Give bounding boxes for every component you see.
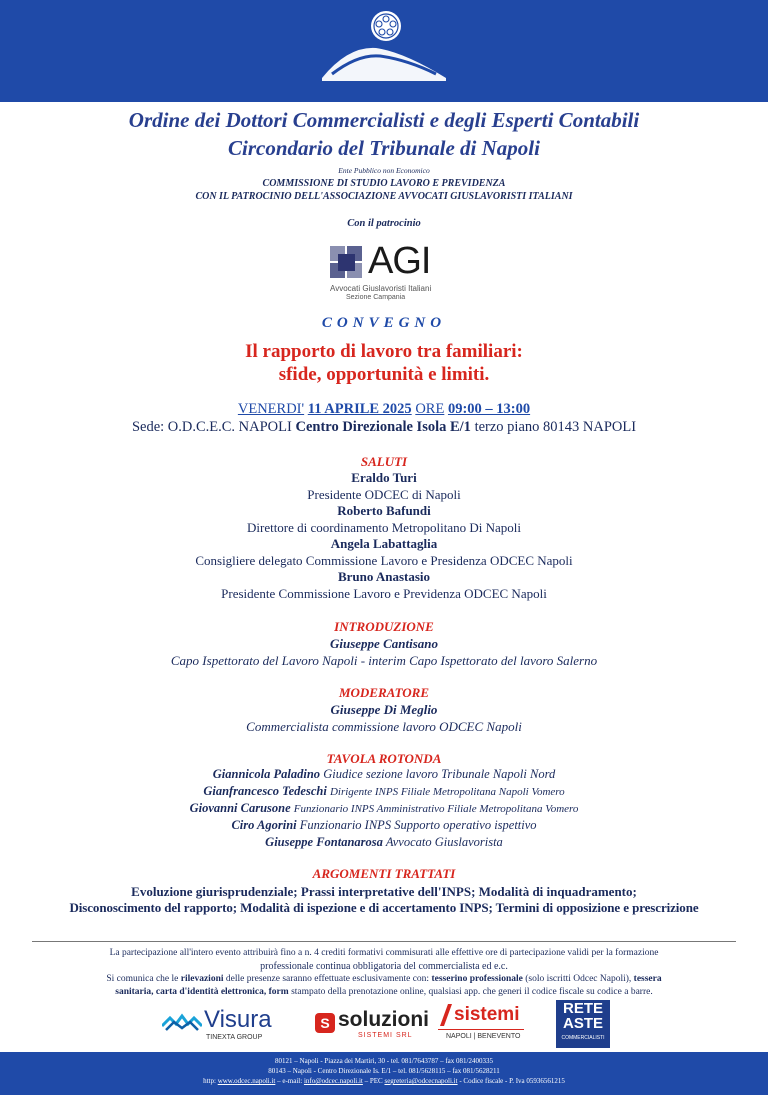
sistemi-rule	[438, 1029, 524, 1030]
agi-logo	[310, 234, 458, 308]
soluzioni-mark-icon	[314, 1012, 336, 1034]
agi-logo-line1: Avvocati Giuslavoristi Italiani	[330, 284, 432, 293]
date-time: 09:00 – 13:00	[447, 401, 531, 417]
footer-banner	[0, 1052, 768, 1095]
tavola-heading: TAVOLA ROTONDA	[326, 751, 442, 766]
tavola-name: Gianfrancesco Tedeschi	[203, 784, 327, 798]
saluti-name: Eraldo Turi	[351, 470, 417, 485]
tavola-name: Ciro Agorini	[231, 818, 297, 832]
moderatore-heading: MODERATORE	[338, 685, 430, 700]
sistemi-name: sistemi	[454, 1004, 520, 1025]
note-bold: sanitaria, carta d'identità elettronica, form	[115, 987, 289, 997]
moderatore-name: Giuseppe Di Meglio	[330, 702, 438, 717]
footer-pec-link[interactable]: segreteria@odcecnapoli.it	[384, 1077, 458, 1085]
note-text: Si comunica che le	[106, 974, 179, 984]
tavola-role: Avvocato Giuslavorista	[385, 835, 503, 849]
argomenti-line1: Evoluzione giurisprudenziale; Prassi interpretative dell'INPS; Modalità di inquadramento;	[131, 884, 637, 899]
svg-text:S: S	[320, 1015, 330, 1031]
tavola-item	[0, 767, 768, 782]
sistemi-sub: NAPOLI | BENEVENTO	[446, 1033, 521, 1040]
saluti-name: Roberto Bafundi	[337, 503, 431, 518]
introduzione-name: Giuseppe Cantisano	[330, 636, 438, 651]
introduzione-heading: INTRODUZIONE	[334, 619, 434, 634]
footer-text: - Codice fiscale - P. Iva 05936561215	[459, 1077, 565, 1085]
tavola-name: Giannicola Paladino	[212, 767, 321, 781]
footer-line2: 80143 – Napoli - Centro Direzionale Is. E/1 – tel. 081/5628115 – fax 081/5628211	[268, 1067, 500, 1075]
saluti-name: Angela Labattaglia	[330, 536, 438, 551]
note-text: delle presenze saranno effettuate esclusivamente con:	[225, 974, 430, 984]
saluti-heading: SALUTI	[360, 454, 408, 469]
event-title-line2: sfide, opportunità e limiti.	[278, 364, 490, 385]
visura-sub: TINEXTA GROUP	[206, 1034, 263, 1041]
sponsor-visura	[162, 1000, 288, 1048]
commissione-label: COMMISSIONE DI STUDIO LAVORO E PREVIDENZA	[262, 178, 506, 189]
argomenti-heading: ARGOMENTI TRATTATI	[312, 866, 456, 881]
org-name-line2: Circondario del Tribunale di Napoli	[228, 136, 540, 160]
sponsor-sistemi	[436, 1000, 528, 1048]
rete-sub: COMMERCIALISTI	[561, 1035, 605, 1041]
odcec-logo-icon	[318, 8, 450, 88]
footer-text: http:	[203, 1077, 216, 1085]
visura-wave-icon	[162, 1012, 202, 1032]
footer-text: – PEC	[364, 1077, 383, 1085]
note-line4	[0, 987, 768, 997]
note-line3	[0, 974, 768, 984]
soluzioni-sub: SISTEMI SRL	[358, 1032, 413, 1039]
visura-name: Visura	[204, 1006, 272, 1033]
tavola-name: Giuseppe Fontanarosa	[265, 835, 383, 849]
moderatore-role: Commercialista commissione lavoro ODCEC Napoli	[246, 719, 522, 734]
saluti-role: Presidente ODCEC di Napoli	[307, 487, 461, 502]
footer-website-link[interactable]: www.odcec.napoli.it	[217, 1077, 276, 1085]
tavola-item	[0, 784, 768, 799]
tavola-role: Giudice sezione lavoro Tribunale Napoli Nord	[323, 767, 556, 781]
note-text: stampato della prenotazione online, qualsiasi app. che generi il codice fiscale su codice a barre.	[291, 987, 653, 997]
con-patrocinio-label: Con il patrocinio	[347, 218, 421, 229]
sponsor-rete-aste	[556, 1000, 610, 1048]
agi-mark-icon	[330, 246, 364, 280]
argomenti-line2: Disconoscimento del rapporto; Modalità di ispezione e di accertamento INPS; Termini di opposizione e prescrizione	[69, 900, 699, 915]
patrocinio-assoc-label: CON IL PATROCINIO DELL'ASSOCIAZIONE AVVOCATI GIUSLAVORISTI ITALIANI	[195, 191, 573, 202]
agi-logo-name: AGI	[368, 240, 431, 282]
sede-prefix: Sede: O.D.C.E.C. NAPOLI	[131, 419, 292, 435]
tavola-role: Funzionario INPS Supporto operativo ispettivo	[299, 818, 537, 832]
header-banner	[0, 0, 768, 102]
note-text: (solo iscritti Odcec Napoli),	[525, 974, 632, 984]
tavola-item	[0, 818, 768, 833]
divider	[32, 941, 736, 942]
sede-bold: Centro Direzionale Isola E/1	[295, 419, 471, 435]
footer-text: – e-mail:	[277, 1077, 303, 1085]
org-name-line1: Ordine dei Dottori Commercialisti e degli Esperti Contabili	[128, 108, 640, 132]
event-date	[0, 401, 768, 418]
saluti-name: Bruno Anastasio	[337, 569, 431, 584]
event-kind: CONVEGNO	[321, 315, 447, 331]
aste-label: ASTE	[562, 1015, 603, 1032]
saluti-role: Presidente Commissione Lavoro e Previdenza ODCEC Napoli	[221, 586, 547, 601]
footer-line3	[0, 1077, 768, 1085]
tavola-name: Giovanni Carusone	[189, 801, 291, 815]
rete-label: RETE	[562, 1000, 603, 1017]
note-line2: professionale continua obbligatoria del commercialista ed e.c.	[260, 961, 508, 972]
footer-email-link[interactable]: info@odcec.napoli.it	[303, 1077, 363, 1085]
saluti-role: Direttore di coordinamento Metropolitano Di Napoli	[246, 520, 521, 535]
agi-logo-line2: Sezione Campania	[346, 294, 406, 301]
date-day: 11 APRILE 2025	[307, 401, 412, 417]
tavola-item	[0, 801, 768, 816]
footer-line1: 80121 – Napoli - Piazza dei Martiri, 30 - tel. 081/7643787 – fax 081/2400335	[275, 1057, 493, 1065]
note-bold: tesserino professionale	[431, 974, 523, 984]
introduzione-role: Capo Ispettorato del Lavoro Napoli - interim Capo Ispettorato del lavoro Salerno	[170, 653, 598, 668]
ente-label: Ente Pubblico non Economico	[338, 166, 430, 175]
note-bold: tessera	[633, 974, 662, 984]
sistemi-mark-icon	[436, 1004, 452, 1026]
event-venue	[0, 419, 768, 436]
sponsor-soluzioni	[314, 1000, 428, 1048]
tavola-item	[0, 835, 768, 850]
note-line1: La partecipazione all'intero evento attribuirà fino a n. 4 crediti formativi commisurati alle effettive ore di partecipazione validi per la formazione	[109, 948, 659, 958]
soluzioni-name: soluzioni	[338, 1008, 429, 1031]
date-ore: ORE	[415, 401, 445, 417]
tavola-role: Dirigente INPS Filiale Metropolitana Napoli Vomero	[329, 786, 565, 798]
note-bold: rilevazioni	[180, 974, 224, 984]
saluti-role: Consigliere delegato Commissione Lavoro e Presidenza ODCEC Napoli	[195, 553, 573, 568]
date-prefix: VENERDI'	[237, 401, 305, 417]
event-title-line1: Il rapporto di lavoro tra familiari:	[245, 341, 523, 362]
tavola-role: Funzionario INPS Amministrativo Filiale Metropolitana Vomero	[293, 803, 579, 815]
sede-suffix: terzo piano 80143 NAPOLI	[474, 419, 637, 435]
